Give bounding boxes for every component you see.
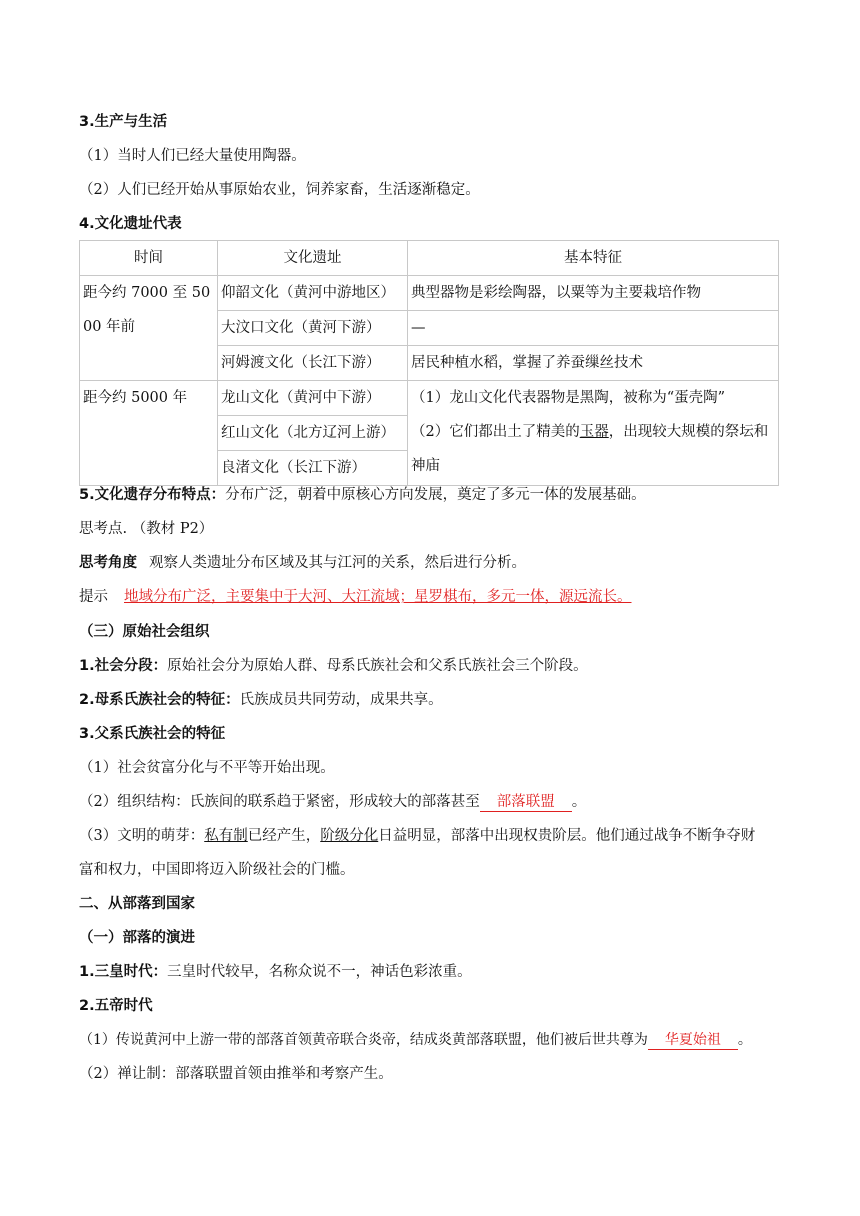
paragraph <box>79 656 588 676</box>
paragraph <box>79 962 472 982</box>
think-angle-text: 观察人类遗址分布区域及其与江河的关系，然后进行分析。 <box>149 555 526 571</box>
table-cell-site: 仰韶文化（黄河中游地区） <box>218 276 408 311</box>
paragraph: （1）社会贫富分化与不平等开始出现。 <box>79 760 335 776</box>
paragraph <box>79 826 755 846</box>
hint-answer: 地域分布广泛，主要集中于大河、大江流域；星罗棋布，多元一体，源远流长。 <box>124 589 632 605</box>
item-text: 三皇时代较早，名称众说不一，神话色彩浓重。 <box>167 964 472 980</box>
paragraph: 富和权力，中国即将迈入阶级社会的门槛。 <box>79 862 355 878</box>
table-cell-feature: — <box>408 311 779 346</box>
paragraph <box>79 690 443 710</box>
item-label: 2.母系氏族社会的特征： <box>79 692 240 708</box>
paragraph <box>79 485 646 505</box>
section-title-production: 3.生产与生活 <box>79 114 168 130</box>
part-title: 二、从部落到国家 <box>79 896 195 912</box>
item-title: 2.五帝时代 <box>79 998 153 1014</box>
paragraph-text: 已经产生， <box>247 828 321 844</box>
table-header-cell: 时间 <box>80 241 218 276</box>
think-angle <box>79 553 526 573</box>
feature-line: （2）它们都出土了精美的 <box>411 424 580 440</box>
table-cell-site: 龙山文化（黄河中下游） <box>218 381 408 416</box>
paragraph-text: （3）文明的萌芽： <box>79 828 205 844</box>
table-cell-period: 距今约 5000 年 <box>80 381 218 486</box>
paragraph: （1）当时人们已经大量使用陶器。 <box>79 148 306 164</box>
table-cell-feature: 典型器物是彩绘陶器，以粟等为主要栽培作物 <box>408 276 779 311</box>
paragraph: （2）禅让制：部落联盟首领由推举和考察产生。 <box>79 1066 393 1082</box>
section-title-distribution: 5.文化遗存分布特点： <box>79 487 226 503</box>
table-row <box>80 381 779 416</box>
paragraph-text: （1）传说黄河中上游一带的部落首领黄帝联合炎帝，结成炎黄部落联盟，他们被后世共尊为 <box>79 1032 648 1048</box>
table-header-cell: 基本特征 <box>408 241 779 276</box>
paragraph-text: 分布广泛，朝着中原核心方向发展，奠定了多元一体的发展基础。 <box>225 487 646 503</box>
think-angle-label: 思考角度 <box>79 555 137 571</box>
culture-sites-table <box>79 240 779 486</box>
table-cell-feature: 居民种植水稻，掌握了养蚕缫丝技术 <box>408 346 779 381</box>
paragraph-text: 。 <box>571 794 587 810</box>
answer-blank: 部落联盟 <box>480 793 572 812</box>
item-title: 3.父系氏族社会的特征 <box>79 726 226 742</box>
think-point: 思考点. （教材 P2） <box>79 521 214 537</box>
table-cell-site: 大汶口文化（黄河下游） <box>218 311 408 346</box>
section-title-evolution: （一）部落的演进 <box>79 930 195 946</box>
item-label: 1.社会分段： <box>79 658 168 674</box>
item-text: 氏族成员共同劳动，成果共享。 <box>239 692 443 708</box>
item-text: 原始社会分为原始人群、母系氏族社会和父系氏族社会三个阶段。 <box>167 658 588 674</box>
feature-line: （1）龙山文化代表器物是黑陶，被称为“蛋壳陶” <box>411 390 726 406</box>
paragraph: （2）人们已经开始从事原始农业，饲养家畜，生活逐渐稳定。 <box>79 182 480 198</box>
section-title-sites: 4.文化遗址代表 <box>79 216 182 232</box>
paragraph-text: （2）组织结构：氏族间的联系趋于紧密，形成较大的部落甚至 <box>79 794 480 810</box>
table-cell-feature <box>408 381 779 486</box>
table-cell-period: 距今约 7000 至 5000 年前 <box>80 276 218 381</box>
hint-label: 提示 <box>79 589 108 605</box>
paragraph-text: 。 <box>737 1032 752 1048</box>
hint <box>79 587 632 607</box>
table-header-cell: 文化遗址 <box>218 241 408 276</box>
item-label: 1.三皇时代： <box>79 964 168 980</box>
jade-underline: 玉器 <box>579 424 609 440</box>
paragraph <box>79 1030 752 1050</box>
table-cell-site: 良渚文化（长江下游） <box>218 451 408 486</box>
paragraph <box>79 792 586 812</box>
table-cell-site: 河姆渡文化（长江下游） <box>218 346 408 381</box>
answer-blank: 华夏始祖 <box>648 1031 738 1050</box>
underlined-term: 阶级分化 <box>320 828 379 844</box>
underlined-term: 私有制 <box>204 828 248 844</box>
table-header-row <box>80 241 779 276</box>
feature-line: ，出现较大规模的祭坛和神庙 <box>411 424 769 474</box>
section-title-organization: （三）原始社会组织 <box>79 624 210 640</box>
paragraph-text: 日益明显，部落中出现权贵阶层。他们通过战争不断争夺财 <box>378 828 756 844</box>
table-cell-site: 红山文化（北方辽河上游） <box>218 416 408 451</box>
table-row <box>80 276 779 311</box>
